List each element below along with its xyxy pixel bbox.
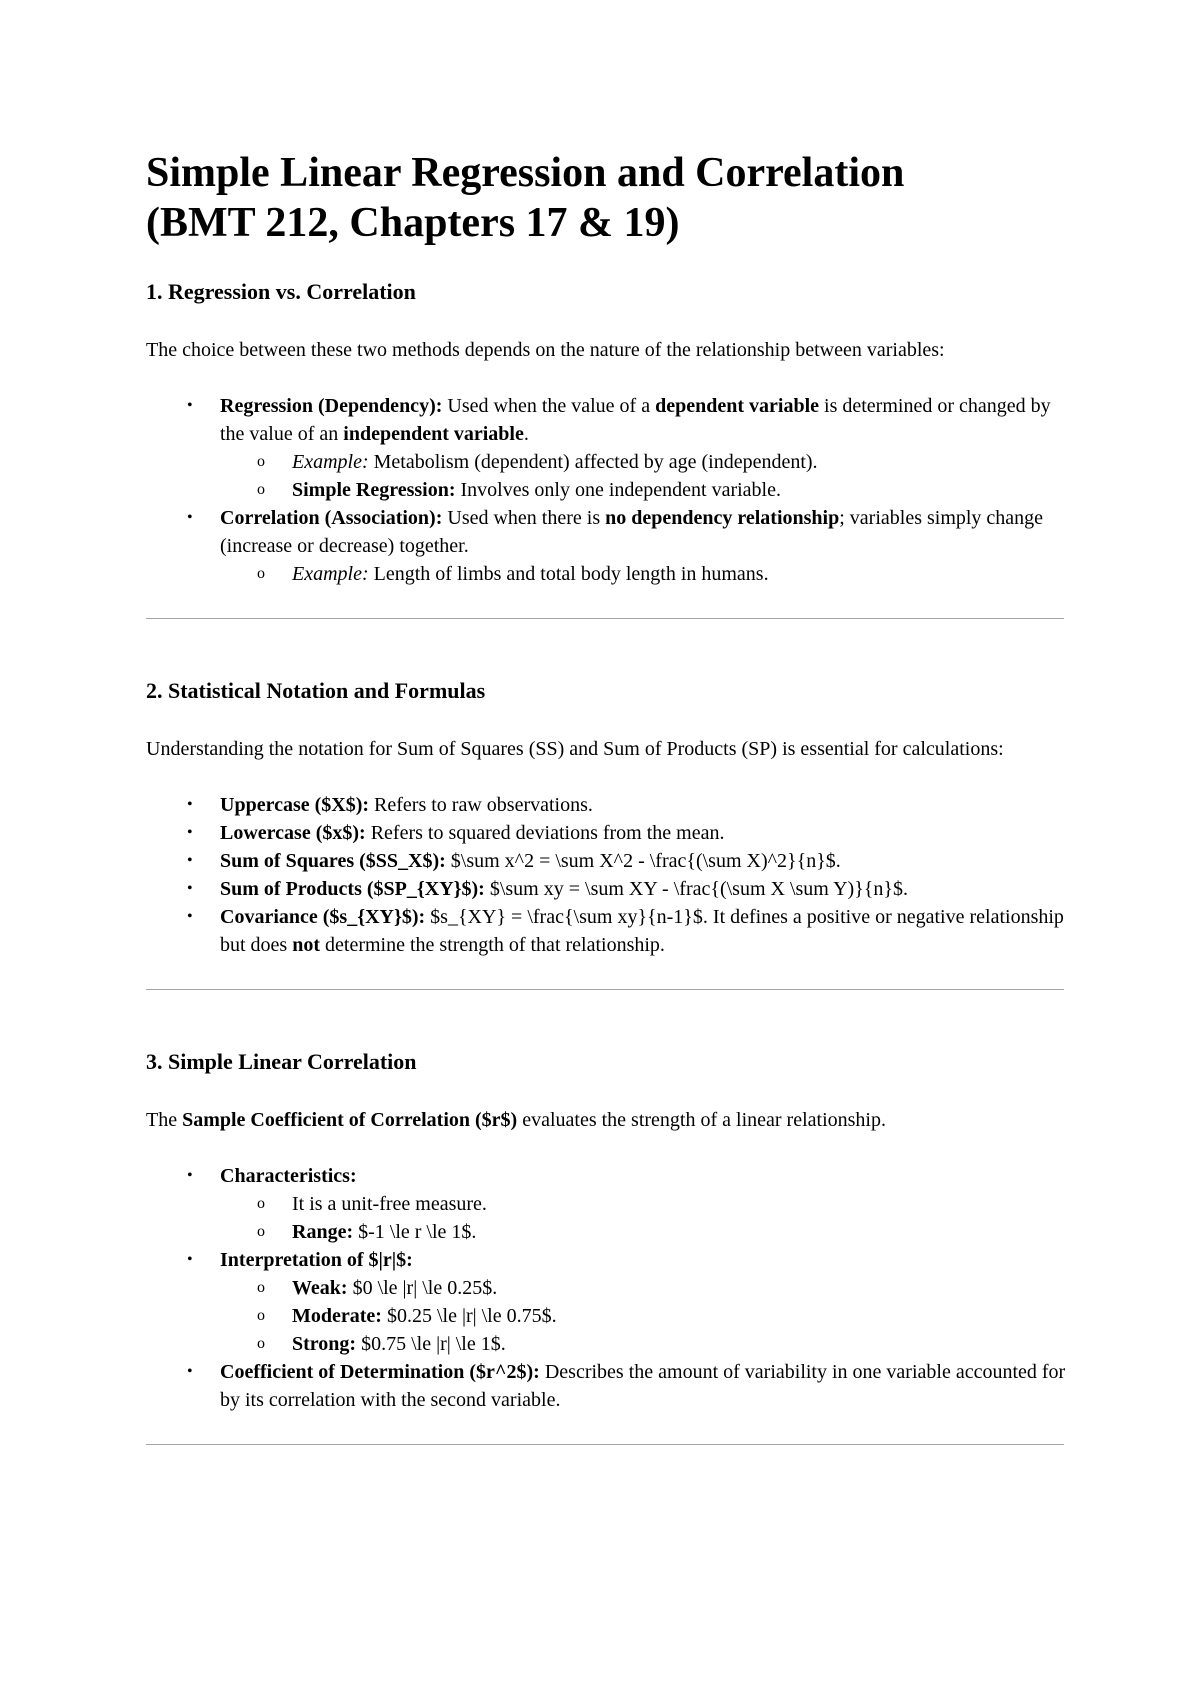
item-text: Refers to squared deviations from the mean.	[365, 822, 725, 844]
sub-bullet-icon: o	[257, 1335, 265, 1352]
document-content	[146, 148, 1066, 1445]
term-regression: Regression (Dependency):	[220, 395, 443, 417]
section-2-heading: 2. Statistical Notation and Formulas	[146, 678, 486, 703]
sub-bullet-icon: o	[257, 565, 265, 582]
term-range: Range:	[292, 1221, 354, 1243]
term-covariance: Covariance ($s_{XY}$):	[220, 906, 426, 928]
sub-list-item	[220, 1274, 1066, 1302]
bullet-icon: •	[187, 397, 193, 414]
item-text: Length of limbs and total body length in humans.	[368, 563, 769, 585]
title-line-1: Simple Linear Regression and Correlation	[146, 150, 905, 196]
item-text: Involves only one independent variable.	[455, 479, 781, 501]
term-strong: Strong:	[292, 1333, 357, 1355]
section-divider	[146, 618, 1064, 619]
bullet-icon: •	[187, 852, 193, 869]
sub-list	[220, 448, 1066, 504]
term-independent-variable: independent variable	[343, 423, 524, 445]
sub-list-item	[220, 560, 1066, 588]
formula-text: $-1 \le r \le 1$.	[353, 1221, 477, 1243]
list-item	[146, 875, 1066, 903]
sub-list-item	[220, 448, 1066, 476]
bullet-icon: •	[187, 1251, 193, 1268]
intro-text: evaluates the strength of a linear relationship.	[517, 1109, 886, 1131]
example-label: Example:	[292, 451, 369, 473]
term-uppercase: Uppercase ($X$):	[220, 794, 370, 816]
term-weak: Weak:	[292, 1277, 348, 1299]
bullet-icon: •	[187, 880, 193, 897]
sub-bullet-icon: o	[257, 1195, 265, 1212]
section-1-list	[146, 392, 1066, 588]
sub-list-item	[220, 1218, 1066, 1246]
list-item	[146, 847, 1066, 875]
term-simple-regression: Simple Regression:	[292, 479, 456, 501]
term-correlation: Correlation (Association):	[220, 507, 443, 529]
document-title	[146, 148, 1066, 248]
sub-list-item	[220, 1190, 1066, 1218]
item-text: Describes the amount of variability in one variable accounted for by its correlation with the second variable.	[220, 1361, 1066, 1411]
example-label: Example:	[292, 563, 369, 585]
item-text: .	[523, 423, 529, 445]
item-text: Metabolism (dependent) affected by age (independent).	[368, 451, 818, 473]
item-text: Used when the value of a	[442, 395, 656, 417]
bullet-icon: •	[187, 796, 193, 813]
item-text: It is a unit-free measure.	[292, 1193, 487, 1215]
term-sample-coefficient: Sample Coefficient of Correlation ($r$)	[182, 1109, 518, 1131]
bullet-icon: •	[187, 1167, 193, 1184]
list-item	[146, 791, 1066, 819]
section-2-intro: Understanding the notation for Sum of Squares (SS) and Sum of Products (SP) is essential for calculations:	[146, 738, 1004, 760]
sub-list	[220, 1190, 1066, 1246]
bullet-icon: •	[187, 908, 193, 925]
list-item	[146, 819, 1066, 847]
section-2-list	[146, 791, 1066, 959]
intro-text: The	[146, 1109, 183, 1131]
item-text: determine the strength of that relationship.	[320, 934, 665, 956]
sub-bullet-icon: o	[257, 1307, 265, 1324]
sub-list	[220, 1274, 1066, 1358]
list-item	[146, 1358, 1066, 1414]
list-item	[146, 392, 1066, 504]
sub-list-item	[220, 476, 1066, 504]
formula-text: $\sum x^2 = \sum X^2 - \frac{(\sum X)^2}{n}$.	[445, 850, 841, 872]
formula-text: $0 \le |r| \le 0.25$.	[347, 1277, 498, 1299]
list-item	[146, 504, 1066, 588]
emphasis-not: not	[292, 934, 321, 956]
section-3-intro	[146, 1106, 1066, 1134]
sub-bullet-icon: o	[257, 481, 265, 498]
term-characteristics: Characteristics:	[220, 1165, 357, 1187]
sub-bullet-icon: o	[257, 453, 265, 470]
section-1-intro: The choice between these two methods depends on the nature of the relationship between variables:	[146, 339, 945, 361]
term-interpretation: Interpretation of $|r|$:	[220, 1249, 413, 1271]
section-3-list	[146, 1162, 1066, 1414]
formula-text: $\sum xy = \sum XY - \frac{(\sum X \sum Y)}{n}$.	[484, 878, 909, 900]
section-1-heading: 1. Regression vs. Correlation	[146, 279, 416, 304]
list-item	[146, 903, 1066, 959]
sub-list-item	[220, 1330, 1066, 1358]
section-3-heading: 3. Simple Linear Correlation	[146, 1049, 417, 1074]
list-item	[146, 1246, 1066, 1358]
term-coefficient-of-determination: Coefficient of Determination ($r^2$):	[220, 1361, 540, 1383]
section-divider	[146, 1444, 1064, 1445]
bullet-icon: •	[187, 509, 193, 526]
item-text: Used when there is	[442, 507, 606, 529]
formula-text: $0.75 \le |r| \le 1$.	[356, 1333, 506, 1355]
term-no-dependency: no dependency relationship	[605, 507, 840, 529]
section-divider	[146, 989, 1064, 990]
term-dependent-variable: dependent variable	[655, 395, 820, 417]
formula-text: $0.25 \le |r| \le 0.75$.	[381, 1305, 557, 1327]
item-text: ; variables simply change (increase or decrease) together.	[220, 507, 1044, 557]
title-line-2: (BMT 212, Chapters 17 & 19)	[146, 200, 680, 246]
sub-list	[220, 560, 1066, 588]
term-lowercase: Lowercase ($x$):	[220, 822, 366, 844]
list-item	[146, 1162, 1066, 1246]
term-sum-of-squares: Sum of Squares ($SS_X$):	[220, 850, 446, 872]
term-moderate: Moderate:	[292, 1305, 382, 1327]
item-text: Refers to raw observations.	[369, 794, 593, 816]
item-text: is determined or changed by the value of an	[220, 395, 1051, 445]
sub-list-item	[220, 1302, 1066, 1330]
formula-text: $s_{XY} = \frac{\sum xy}{n-1}$. It defines a positive or negative relationship but does	[220, 906, 1064, 956]
term-sum-of-products: Sum of Products ($SP_{XY}$):	[220, 878, 485, 900]
sub-bullet-icon: o	[257, 1279, 265, 1296]
bullet-icon: •	[187, 824, 193, 841]
bullet-icon: •	[187, 1363, 193, 1380]
sub-bullet-icon: o	[257, 1223, 265, 1240]
